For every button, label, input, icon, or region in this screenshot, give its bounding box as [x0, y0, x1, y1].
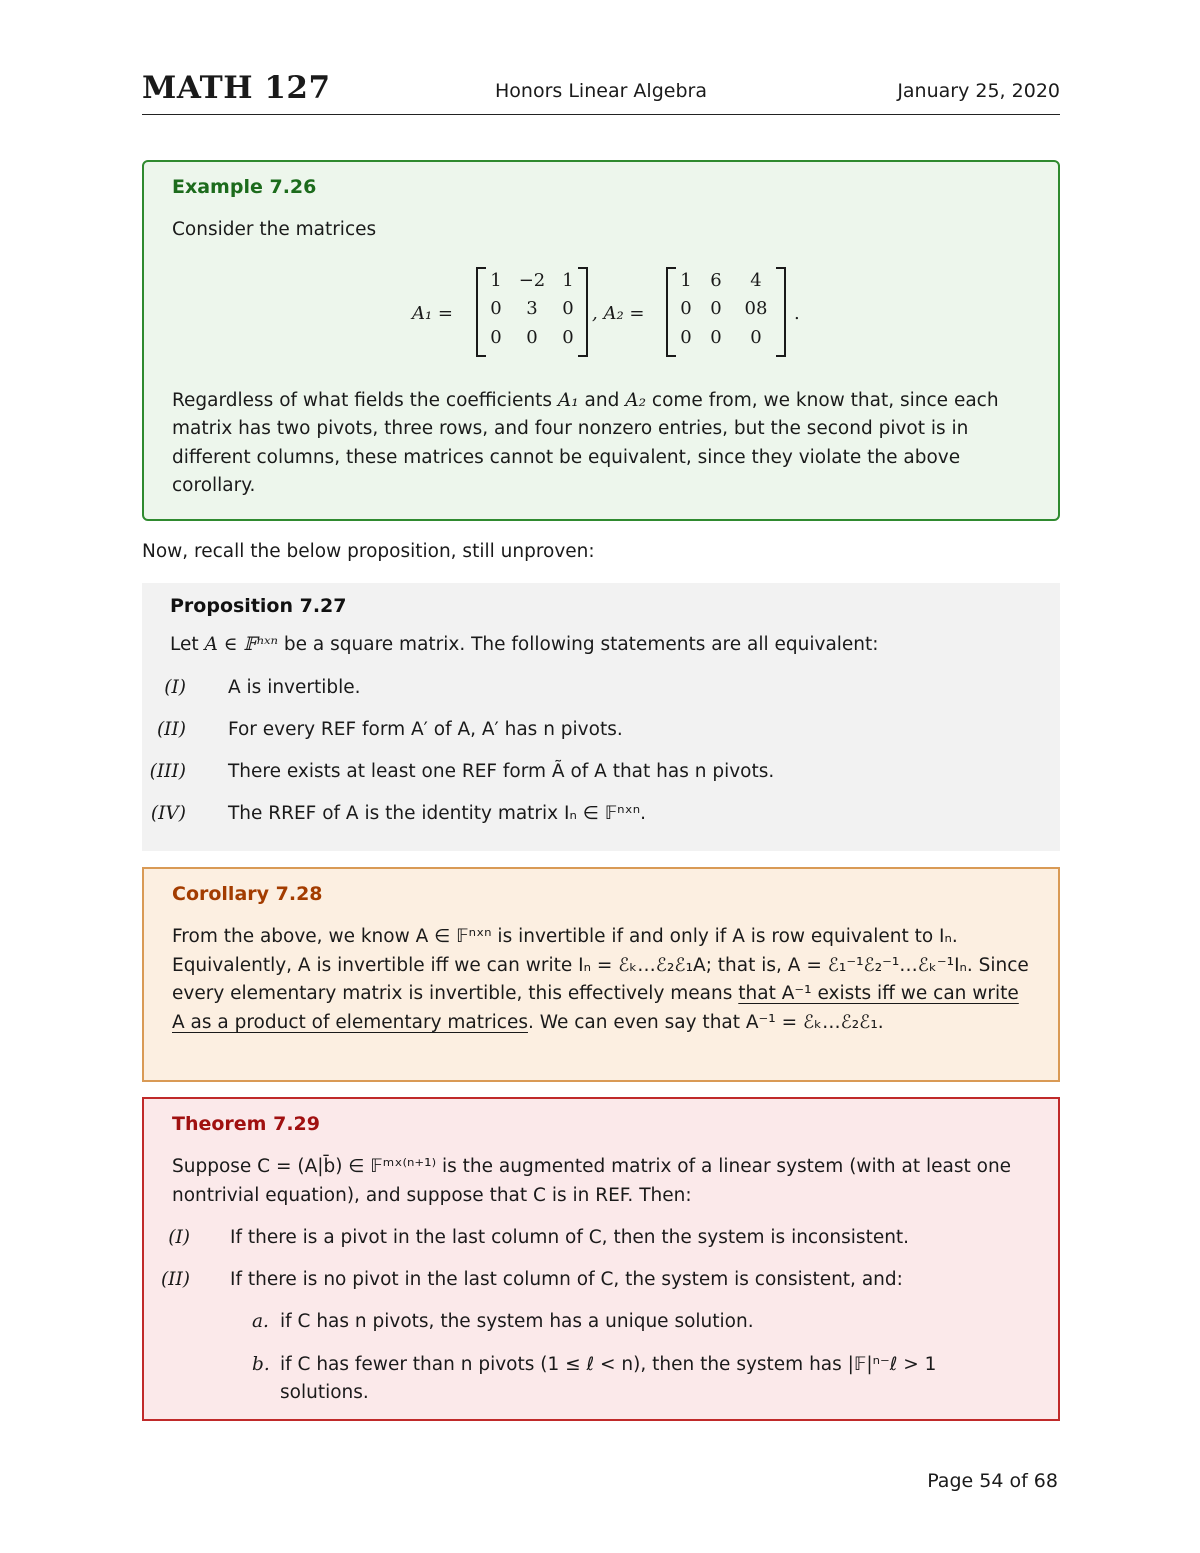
proposition-lead [170, 631, 1032, 660]
list-item [164, 674, 1032, 716]
corollary-box [142, 867, 1060, 1082]
matrix-cell: 0 [710, 298, 722, 319]
corollary-body [172, 923, 1030, 1037]
corollary-title: Corollary 7.28 [172, 883, 323, 905]
example-body-math: A₁ [557, 389, 579, 411]
sub-item-label: a. [252, 1311, 269, 1332]
item-text: For every REF form A′ of A, A′ has n pivots. [228, 718, 623, 740]
header-date: January 25, 2020 [897, 80, 1060, 102]
matrix-cell: 0 [710, 326, 722, 348]
sub-item-label: b. [252, 1353, 270, 1375]
proposition-lead-text: be a square matrix. The following statements are all equivalent: [283, 634, 879, 655]
example-body-math: A₂ [625, 389, 647, 411]
sub-item [172, 1351, 1030, 1408]
matrix-cell: 0 [680, 298, 692, 319]
item-label: (III) [149, 760, 186, 782]
matrix-cell: 1 [680, 269, 692, 291]
matrix-a1-label: A₁ = [412, 302, 454, 324]
theorem-title: Theorem 7.29 [172, 1113, 320, 1135]
proposition-box [142, 583, 1060, 851]
matrix-cell: 0 [490, 298, 502, 319]
proposition-lead-text: Let [170, 634, 199, 655]
item-label: (IV) [150, 802, 186, 824]
sub-item-text: if C has n pivots, the system has a unique solution. [280, 1311, 754, 1332]
page-number: Page 54 of 68 [927, 1470, 1058, 1492]
corollary-text: From the above, we know A ∈ 𝔽ⁿˣⁿ is invertible if and only if A is row equivalent to Iₙ. Equivalently, A is invertible iff we can write Iₙ = ℰₖ…ℰ₂ℰ₁A; that is, A = ℰ₁⁻¹ℰ₂⁻¹…ℰₖ⁻¹Iₙ. Since every elementary matrix is invertible, this effectively means [172, 926, 1029, 1004]
list-item [149, 758, 1032, 800]
bracket-right [578, 267, 588, 357]
matrix-a2-label: , A₂ = [592, 302, 645, 324]
item-text: There exists at least one REF form Ã of A that has n pivots. [228, 760, 775, 782]
example-body-text: come from, we know that, since each matrix has two pivots, three rows, and four nonzero entries, but the second pivot is in different columns, these matrices cannot be equivalent, since they violate the above corollary. [172, 389, 999, 496]
intro-text: Now, recall the below proposition, still unproven: [142, 541, 595, 562]
matrix-display [172, 267, 1030, 367]
matrix-cell: 08 [744, 298, 768, 319]
item-label: (II) [156, 718, 186, 740]
matrix-cell: 0 [526, 326, 538, 348]
matrix-end: . [794, 302, 800, 324]
list-item [156, 716, 1032, 758]
matrix-cell: 1 [562, 269, 574, 291]
example-body-text: and [584, 389, 620, 411]
example-body-text: Regardless of what fields the coefficients [172, 389, 552, 411]
item-text: The RREF of A is the identity matrix Iₙ ∈ 𝔽ⁿˣⁿ. [228, 802, 647, 824]
example-intro: Consider the matrices [172, 219, 377, 240]
item-label: (I) [168, 1227, 190, 1248]
matrix-cell: 0 [750, 326, 762, 348]
course-title: MATH 127 [142, 70, 331, 106]
matrix-cell: 0 [562, 298, 574, 319]
example-body [172, 387, 1030, 501]
item-label: (II) [160, 1269, 190, 1290]
list-item [150, 800, 1032, 842]
subject-title: Honors Linear Algebra [495, 80, 707, 102]
item-text: A is invertible. [228, 676, 361, 698]
matrix-cell: 3 [526, 298, 538, 319]
matrix-cell: 0 [490, 326, 502, 348]
matrix-cell: 6 [710, 269, 722, 291]
list-item [160, 1266, 1030, 1308]
matrix-cell: 0 [680, 326, 692, 348]
example-box [142, 160, 1060, 521]
item-text: If there is no pivot in the last column of C, the system is consistent, and: [230, 1269, 903, 1290]
page-header [142, 64, 1060, 115]
matrix-cell: 0 [562, 326, 574, 348]
corollary-text: . We can even say that A⁻¹ = ℰₖ…ℰ₂ℰ₁. [527, 1011, 884, 1033]
item-label: (I) [164, 676, 186, 698]
proposition-lead-math: A ∈ 𝔽ⁿˣⁿ [204, 634, 279, 655]
sub-item-text: if C has fewer than n pivots (1 ≤ ℓ < n), then the system has |𝔽|ⁿ⁻ℓ > 1 solutions. [280, 1353, 937, 1403]
sub-item [172, 1308, 1030, 1337]
corollary-underlined: that A⁻¹ exists iff we can write A as a product of elementary matrices [172, 983, 1019, 1033]
item-text: If there is a pivot in the last column of C, then the system is inconsistent. [230, 1227, 910, 1248]
matrix-a2 [674, 267, 778, 353]
matrix-cell: 1 [490, 269, 502, 291]
matrix-cell: 4 [750, 269, 762, 291]
example-title: Example 7.26 [172, 176, 317, 198]
theorem-lead: Suppose C = (A|b̄) ∈ 𝔽ᵐˣ⁽ⁿ⁺¹⁾ is the augmented matrix of a linear system (with at least one nontrivial equation), and suppose that C is in REF. Then: [172, 1156, 1012, 1206]
proposition-title: Proposition 7.27 [170, 595, 347, 617]
matrix-a1 [484, 267, 580, 353]
matrix-cell: −2 [518, 269, 546, 291]
theorem-box [142, 1097, 1060, 1421]
bracket-right [776, 267, 786, 357]
list-item [168, 1224, 1030, 1266]
